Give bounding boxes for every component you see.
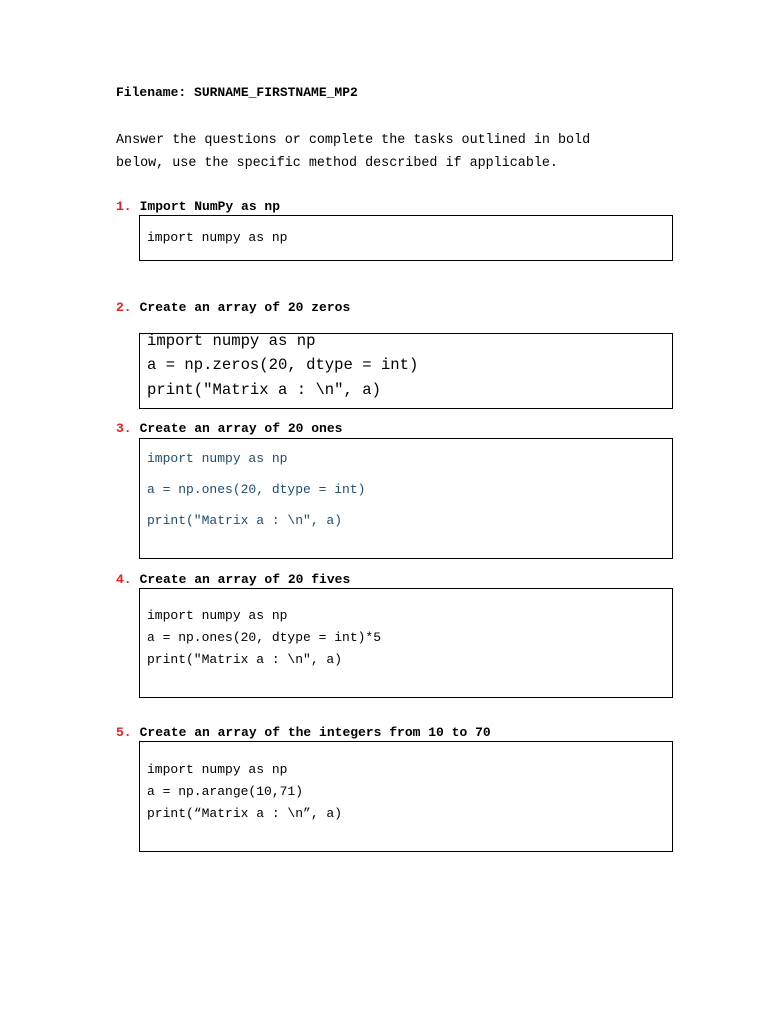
question-2-heading bbox=[116, 300, 350, 315]
instructions-line: below, use the specific method described if applicable. bbox=[116, 156, 558, 171]
question-5-heading bbox=[116, 725, 491, 740]
answer-box-3 bbox=[139, 438, 673, 559]
question-3-heading bbox=[116, 421, 342, 436]
code-line: import numpy as np bbox=[147, 762, 288, 777]
question-title: Create an array of 20 zeros bbox=[139, 300, 351, 315]
question-4-heading bbox=[116, 572, 350, 587]
code-line: a = np.ones(20, dtype = int) bbox=[147, 482, 366, 497]
question-1-heading bbox=[116, 199, 280, 214]
code-line: a = np.arange(10,71) bbox=[147, 784, 304, 799]
question-number: 4. bbox=[116, 572, 132, 587]
code-line: import numpy as np bbox=[147, 230, 288, 245]
code-line: print(“Matrix a : \n”, a) bbox=[147, 806, 343, 821]
question-title: Create an array of 20 ones bbox=[139, 421, 343, 436]
question-number: 3. bbox=[116, 421, 132, 436]
answer-box-2 bbox=[139, 333, 673, 409]
code-line: print("Matrix a : \n", a) bbox=[147, 652, 343, 667]
question-number: 2. bbox=[116, 300, 132, 315]
answer-box-4 bbox=[139, 588, 673, 698]
code-line: a = np.ones(20, dtype = int)*5 bbox=[147, 630, 382, 645]
question-title: Create an array of the integers from 10 to 70 bbox=[139, 725, 491, 740]
code-line: import numpy as np bbox=[147, 608, 288, 623]
question-title: Import NumPy as np bbox=[139, 199, 281, 214]
code-line: import numpy as np bbox=[147, 332, 316, 350]
answer-box-5 bbox=[139, 741, 673, 852]
question-number: 5. bbox=[116, 725, 132, 740]
instructions-paragraph bbox=[116, 129, 676, 175]
code-line: a = np.zeros(20, dtype = int) bbox=[147, 356, 419, 374]
question-title: Create an array of 20 fives bbox=[139, 572, 351, 587]
filename-line: Filename: SURNAME_FIRSTNAME_MP2 bbox=[116, 85, 358, 100]
instructions-line: Answer the questions or complete the tasks outlined in bold bbox=[116, 133, 591, 148]
question-number: 1. bbox=[116, 199, 132, 214]
code-line: print("Matrix a : \n", a) bbox=[147, 381, 381, 399]
answer-box-1 bbox=[139, 215, 673, 261]
code-line: print("Matrix a : \n", a) bbox=[147, 513, 343, 528]
code-line: import numpy as np bbox=[147, 451, 288, 466]
